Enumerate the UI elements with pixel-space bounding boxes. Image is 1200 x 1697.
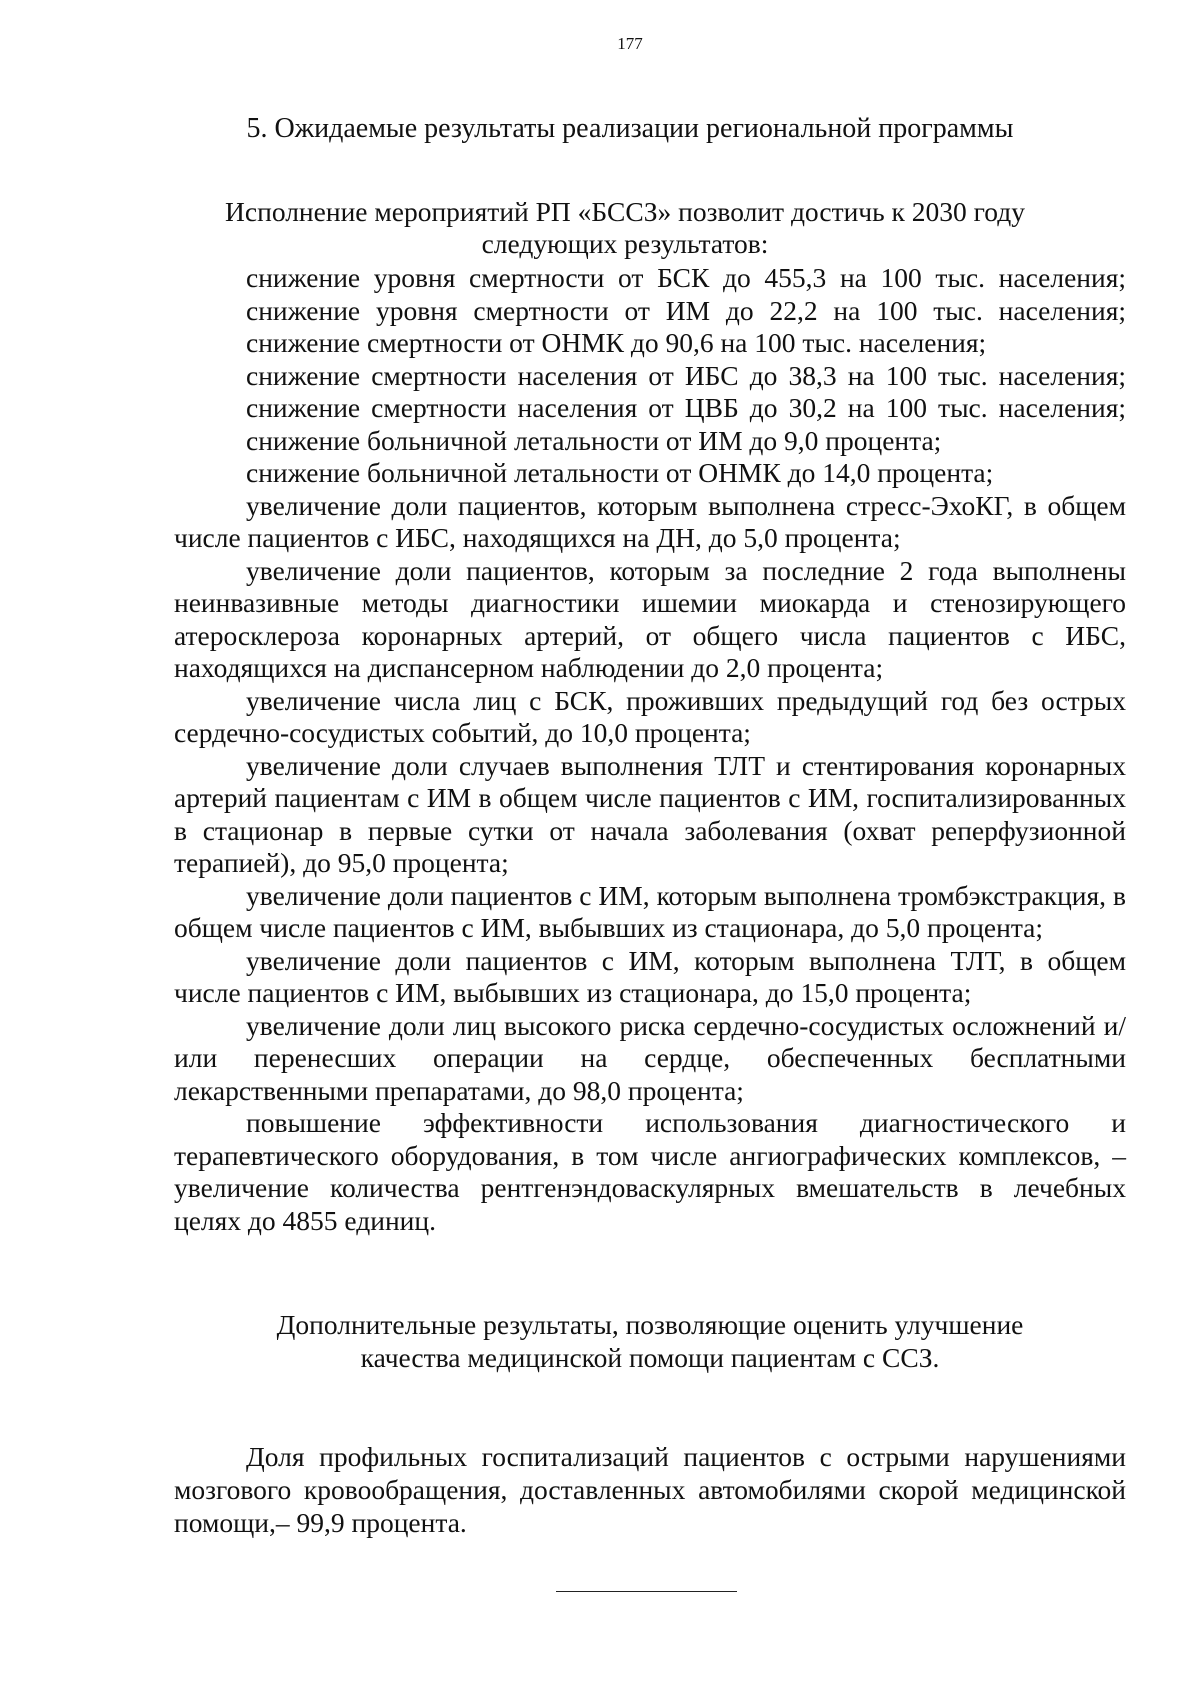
- result-item: снижение уровня смертности от БСК до 455,3 на 100 тыс. населения;: [246, 262, 1126, 293]
- additional-results-heading: Дополнительные результаты, позволяющие оценить улучшение качества медицинской помощи пациентам с ССЗ.: [276, 1309, 1024, 1373]
- result-item: снижение смертности населения от ЦВБ до 30,2 на 100 тыс. населения;: [246, 392, 1126, 423]
- result-item: увеличение доли пациентов, которым за последние 2 года выполнены неинвазивные методы диагностики ишемии миокарда и стенозирующего атеросклероза коронарных артерий, от общего числа пациентов с ИБС, находящихся на диспансерном наблюдении до 2,0 процента;: [174, 554, 1126, 683]
- page-number: 177: [617, 34, 643, 53]
- result-item: снижение больничной летальности от ОНМК до 14,0 процента;: [246, 457, 994, 488]
- result-item: повышение эффективности использования диагностического и терапевтического оборудования, в том числе ангиографических комплексов, – увеличение количества рентгенэндоваскулярных вмешательств в лечебных целях до 4855 единиц.: [174, 1107, 1126, 1236]
- section-title: 5. Ожидаемые результаты реализации региональной программы: [246, 113, 1014, 144]
- intro-paragraph: Исполнение мероприятий РП «БССЗ» позволит достичь к 2030 году следующих результатов:: [225, 196, 1025, 259]
- result-item: увеличение числа лиц с БСК, проживших предыдущий год без острых сердечно-сосудистых событий, до 10,0 процента;: [174, 684, 1126, 748]
- result-item: увеличение доли случаев выполнения ТЛТ и стентирования коронарных артерий пациентам с ИМ в общем числе пациентов с ИМ, госпитализированных в стационар в первые сутки от начала заболевания (охват реперфузионной терапией), до 95,0 процента;: [174, 749, 1126, 878]
- result-item: увеличение доли пациентов, которым выполнена стресс-ЭхоКГ, в общем числе пациентов с ИБС, находящихся на ДН, до 5,0 процента;: [174, 489, 1126, 553]
- conclusion-paragraph: Доля профильных госпитализаций пациентов с острыми нарушениями мозгового кровообращения, доставленных автомобилями скорой медицинской помощи,– 99,9 процента.: [174, 1440, 1126, 1538]
- result-item: увеличение доли лиц высокого риска сердечно-сосудистых осложнений и/или перенесших операции на сердце, обеспеченных бесплатными лекарственными препаратами, до 98,0 процента;: [174, 1009, 1126, 1106]
- results-list: [174, 262, 1126, 1237]
- result-item: увеличение доли пациентов с ИМ, которым выполнена тромбэкстракция, в общем числе пациентов с ИМ, выбывших из стационара, до 5,0 процента;: [174, 879, 1126, 943]
- result-item: увеличение доли пациентов с ИМ, которым выполнена ТЛТ, в общем числе пациентов с ИМ, выбывших из стационара, до 15,0 процента;: [174, 944, 1126, 1008]
- result-item: снижение уровня смертности от ИМ до 22,2 на 100 тыс. населения;: [246, 294, 1126, 326]
- end-divider: [556, 1591, 737, 1592]
- result-item: снижение смертности населения от ИБС до 38,3 на 100 тыс. населения;: [246, 359, 1126, 391]
- result-item: снижение больничной летальности от ИМ до 9,0 процента;: [246, 424, 942, 456]
- result-item: снижение смертности от ОНМК до 90,6 на 100 тыс. населения;: [246, 327, 987, 358]
